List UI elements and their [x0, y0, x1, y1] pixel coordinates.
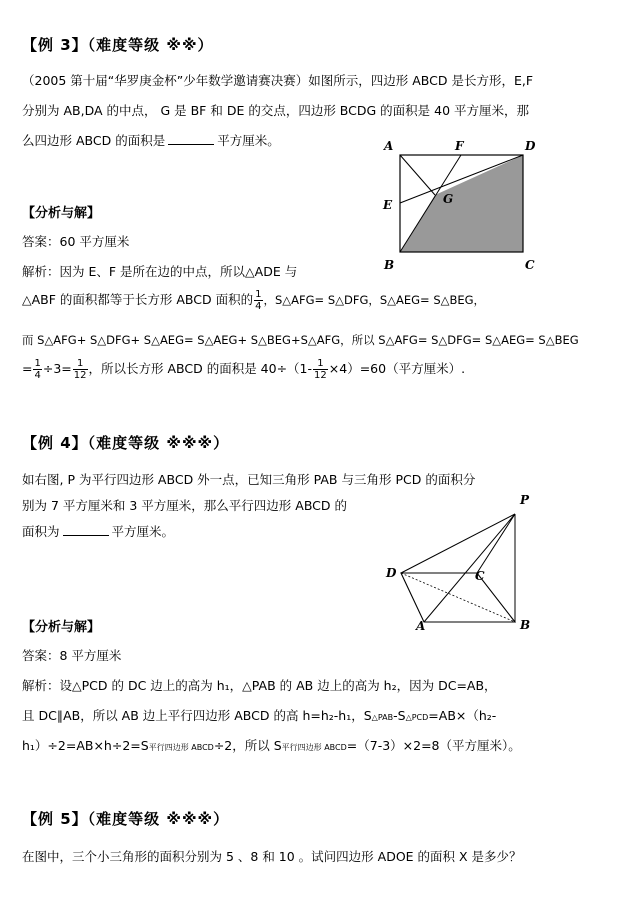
rectangle-abcd-figure — [380, 135, 540, 275]
label-d: D — [386, 566, 397, 580]
text: △ABF 的面积都等于长方形 ABCD 面积的 — [22, 292, 254, 307]
denominator: 4 — [255, 301, 262, 312]
example-4-solution-line-1: 解析：设△PCD 的 DC 边上的高为 h₁，△PAB 的 AB 边上的高为 h₂，因为 DC=AB， — [22, 678, 497, 693]
segment-pc — [477, 514, 515, 573]
segment-pd — [401, 514, 515, 573]
example-4-analysis-title: 【分析与解】 — [22, 620, 101, 635]
numerator: 1 — [255, 289, 262, 300]
example-3-problem-line-2: 分别为 AB,DA 的中点， G 是 BF 和 DE 的交点，四边形 BCDG 的面积是 40 平方厘米，那 — [22, 103, 530, 118]
example-4-solution-line-2 — [22, 706, 496, 724]
example-5-problem-line-1: 在图中，三个小三角形的面积分别为 5 、8 和 10 。试问四边形 ADOE 的面积 X 是多少？ — [22, 849, 522, 864]
label-d: D — [525, 139, 536, 153]
example-4-problem-line-2: 别为 7 平方厘米和 3 平方厘米，那么平行四边形 ABCD 的 — [22, 498, 348, 513]
label-c: C — [525, 258, 535, 272]
example-3-problem-line-3 — [22, 131, 280, 149]
example-4-problem-line-1: 如右图, P 为平行四边形 ABCD 外一点，已知三角形 PAB 与三角形 PCD 的面积分 — [22, 472, 476, 487]
text: ，所以长方形 ABCD 的面积是 40÷（1- — [88, 361, 313, 376]
fraction — [313, 358, 328, 381]
shaded-region-bcdg — [400, 155, 523, 252]
label-p: P — [520, 493, 530, 507]
text: 且 DC∥AB，所以 AB 边上平行四边形 ABCD 的高 h=h₂-h₁，S — [22, 708, 372, 723]
denominator: 12 — [73, 370, 87, 381]
fraction — [73, 358, 88, 381]
label-a: A — [384, 139, 394, 153]
text: 面积为 — [22, 524, 60, 539]
segment-pa — [424, 514, 515, 622]
diagonal-db-dashed — [401, 573, 515, 622]
label-c: C — [475, 569, 485, 583]
numerator: 1 — [34, 358, 41, 369]
example-3-analysis-title: 【分析与解】 — [22, 206, 101, 221]
example-4-answer: 答案：8 平方厘米 — [22, 648, 122, 663]
example-3-solution-line-1: 解析：因为 E、F 是所在边的中点，所以△ADE 与 — [22, 264, 298, 279]
subscript: 平行四边形 ABCD — [281, 743, 347, 752]
text: ×4）=60（平方厘米）. — [328, 361, 466, 376]
example-3-solution-line-2 — [22, 289, 485, 312]
text: =（7-3）×2=8（平方厘米）。 — [346, 738, 521, 753]
text: = — [22, 361, 33, 376]
text: 平方厘米。 — [217, 133, 280, 148]
label-f: F — [455, 139, 464, 153]
segment-ag — [400, 155, 435, 195]
subscript: △PAB — [371, 713, 394, 722]
text: -S — [393, 708, 406, 723]
numerator: 1 — [313, 358, 328, 370]
text: ，S△AFG= S△DFG，S△AEG= S△BEG， — [263, 293, 486, 307]
text: ÷3= — [42, 361, 72, 376]
label-a: A — [416, 619, 426, 633]
text: h₁）÷2=AB×h÷2=S — [22, 738, 149, 753]
text: 平方厘米。 — [111, 524, 175, 539]
example-3-heading: 【例 3】（难度等级 ※※） — [22, 36, 214, 54]
example-3-solution-line-3: 而 S△AFG+ S△DFG+ S△AEG= S△AEG+ S△BEG+S△AFG，所以 S△AFG= S△DFG= S△AEG= S△BEG — [22, 333, 579, 347]
subscript: △PCD — [405, 713, 429, 722]
fraction — [33, 358, 41, 381]
label-b: B — [384, 258, 395, 272]
example-3-answer: 答案：60 平方厘米 — [22, 234, 130, 249]
example-3-solution-line-4 — [22, 358, 465, 381]
example-3-problem-line-1: （2005 第十届“华罗庚金杯”少年数学邀请赛决赛）如图所示，四边形 ABCD 是长方形，E,F — [22, 73, 534, 88]
example-4-heading: 【例 4】（难度等级 ※※※） — [22, 434, 230, 452]
numerator: 1 — [73, 358, 88, 370]
text: =AB×（h₂- — [428, 708, 497, 723]
denominator: 12 — [314, 370, 327, 381]
text: 么四边形 ABCD 的面积是 — [22, 133, 166, 148]
denominator: 4 — [34, 370, 41, 381]
label-e: E — [383, 198, 393, 212]
subscript: 平行四边形 ABCD — [148, 743, 214, 752]
parallelogram-abcd-figure — [380, 490, 540, 635]
example-4-solution-line-3 — [22, 736, 521, 754]
answer-blank — [63, 523, 109, 536]
label-g: G — [443, 192, 454, 206]
answer-blank — [168, 132, 214, 145]
fraction-one-quarter — [254, 289, 262, 312]
example-5-heading: 【例 5】（难度等级 ※※※） — [22, 810, 230, 828]
label-b: B — [520, 618, 531, 632]
text: ÷2，所以 S — [213, 738, 282, 753]
example-4-problem-line-3 — [22, 522, 174, 540]
